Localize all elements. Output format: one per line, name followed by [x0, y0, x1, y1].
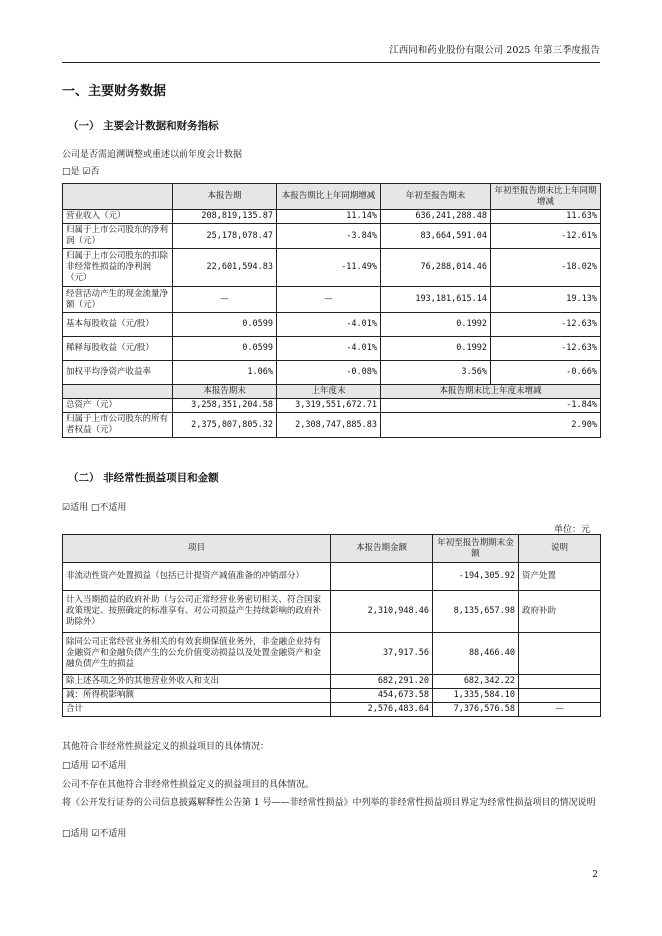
- table-row: [63, 563, 601, 591]
- value-cell: 454,673.58: [331, 689, 433, 703]
- table-row: [63, 591, 601, 633]
- value-cell: 2,375,807,805.32: [173, 413, 277, 438]
- value-cell: 11.14%: [277, 210, 381, 224]
- table-header-row: [63, 535, 601, 563]
- value-cell: 682,291.20: [331, 675, 433, 689]
- restate-options: □是 ☑否: [62, 167, 100, 177]
- value-cell: 682,342.22: [433, 675, 519, 689]
- header-cell: 年初至报告期期末金额: [433, 535, 519, 563]
- table-row: [63, 287, 601, 313]
- row-label: 营业收入（元）: [63, 210, 173, 224]
- row-label: 总资产（元）: [63, 399, 173, 413]
- value-cell: 8,135,657.98: [433, 591, 519, 633]
- table-subheader-row: [63, 385, 601, 399]
- value-cell: 3,258,351,204.58: [173, 399, 277, 413]
- value-cell: 3,319,551,672.71: [277, 399, 381, 413]
- header-cell: 年初至报告期末比上年同期增减: [491, 184, 601, 210]
- value-cell: —: [277, 287, 381, 313]
- value-cell: 2,576,483.64: [331, 703, 433, 717]
- table-row: [63, 689, 601, 703]
- row-label: 经营活动产生的现金流量净额（元）: [63, 287, 173, 313]
- reclassification-options: □适用 ☑不适用: [62, 829, 127, 839]
- value-cell: -0.08%: [277, 361, 381, 385]
- value-cell: 3.56%: [381, 361, 491, 385]
- table-row-total: [63, 703, 601, 717]
- value-cell: -18.02%: [491, 249, 601, 287]
- row-label: 归属于上市公司股东的所有者权益（元）: [63, 413, 173, 438]
- reclassification-question: 将《公开发行证券的公司信息披露解释性公告第 1 号——非经常性损益》中列举的非经常性损益项目界定为经常性损益项目的情况说明: [62, 798, 596, 808]
- value-cell: 2.90%: [381, 413, 601, 438]
- value-cell: -11.49%: [277, 249, 381, 287]
- header-cell: 本报告期末: [173, 385, 277, 399]
- table-row: [63, 224, 601, 249]
- other-items-options: □适用 ☑不适用: [62, 761, 127, 771]
- header-cell: [63, 385, 173, 399]
- header-cell: 年初至报告期末: [381, 184, 491, 210]
- nonrecurring-items-table: [62, 534, 601, 717]
- other-items-question: 其他符合非经常性损益定义的损益项目的具体情况：: [62, 742, 270, 752]
- value-cell: 1,335,584.10: [433, 689, 519, 703]
- row-label: 稀释每股收益（元/股）: [63, 337, 173, 361]
- item-cell: 除上述各项之外的其他营业外收入和支出: [63, 675, 331, 689]
- header-cell: 说明: [519, 535, 601, 563]
- item-cell: 减：所得税影响额: [63, 689, 331, 703]
- row-label: 归属于上市公司股东的扣除非经常性损益的净利润（元）: [63, 249, 173, 287]
- table-row: [63, 413, 601, 438]
- value-cell: 22,601,594.83: [173, 249, 277, 287]
- item-cell: 除同公司正常经营业务相关的有效套期保值业务外，非金融企业持有金融资产和金融负债产生的公允价值变动损益以及处置金融资产和金融负债产生的损益: [63, 633, 331, 675]
- value-cell: 2,308,747,885.83: [277, 413, 381, 438]
- financial-data-table: [62, 183, 601, 438]
- table-row: [63, 633, 601, 675]
- item-cell: 合计: [63, 703, 331, 717]
- subsection-title-nonrecurring: （二） 非经常性损益项目和金额: [68, 472, 219, 484]
- note-cell: —: [519, 703, 601, 717]
- item-cell: 计入当期损益的政府补助（与公司正常经营业务密切相关、符合国家政策规定、按照确定的标准享有、对公司损益产生持续影响的政府补助除外）: [63, 591, 331, 633]
- header-cell: 本报告期比上年同期增减: [277, 184, 381, 210]
- page-header: [62, 44, 600, 63]
- header-cell: [63, 184, 173, 210]
- other-items-statement: 公司不存在其他符合非经常性损益定义的损益项目的具体情况。: [62, 780, 315, 790]
- row-label: 基本每股收益（元/股）: [63, 313, 173, 337]
- value-cell: -12.63%: [491, 337, 601, 361]
- table-row: [63, 361, 601, 385]
- value-cell: 37,917.56: [331, 633, 433, 675]
- table-header-row: [63, 184, 601, 210]
- table-row: [63, 399, 601, 413]
- note-cell: [519, 633, 601, 675]
- value-cell: [331, 563, 433, 591]
- table-row: [63, 249, 601, 287]
- value-cell: -3.84%: [277, 224, 381, 249]
- header-cell: 本报告期: [173, 184, 277, 210]
- value-cell: -4.01%: [277, 337, 381, 361]
- value-cell: -12.61%: [491, 224, 601, 249]
- value-cell: —: [173, 287, 277, 313]
- note-cell: 政府补助: [519, 591, 601, 633]
- value-cell: 7,376,576.58: [433, 703, 519, 717]
- header-cell: 项目: [63, 535, 331, 563]
- value-cell: 0.0599: [173, 313, 277, 337]
- restate-question: 公司是否需追溯调整或重述以前年度会计数据: [62, 150, 243, 160]
- value-cell: 76,288,014.46: [381, 249, 491, 287]
- table-row: [63, 675, 601, 689]
- header-cell: 本报告期金额: [331, 535, 433, 563]
- section-title-financial-data: 一、主要财务数据: [62, 84, 167, 99]
- value-cell: -194,305.92: [433, 563, 519, 591]
- value-cell: 2,310,948.46: [331, 591, 433, 633]
- table-row: [63, 210, 601, 224]
- value-cell: 19.13%: [491, 287, 601, 313]
- item-cell: 非流动性资产处置损益（包括已计提资产减值准备的冲销部分）: [63, 563, 331, 591]
- value-cell: -12.63%: [491, 313, 601, 337]
- table-row: [63, 313, 601, 337]
- row-label: 归属于上市公司股东的净利润（元）: [63, 224, 173, 249]
- value-cell: 0.1992: [381, 313, 491, 337]
- table-row: [63, 337, 601, 361]
- value-cell: 636,241,288.48: [381, 210, 491, 224]
- note-cell: 资产处置: [519, 563, 601, 591]
- value-cell: -0.66%: [491, 361, 601, 385]
- value-cell: 193,181,615.14: [381, 287, 491, 313]
- value-cell: 88,466.40: [433, 633, 519, 675]
- subsection-title-accounting-data: （一） 主要会计数据和财务指标: [68, 120, 219, 132]
- value-cell: 208,819,135.87: [173, 210, 277, 224]
- value-cell: -1.84%: [381, 399, 601, 413]
- applicable-options: ☑适用 □不适用: [62, 503, 127, 513]
- value-cell: -4.01%: [277, 313, 381, 337]
- value-cell: 1.06%: [173, 361, 277, 385]
- unit-label: 单位：元: [553, 525, 590, 535]
- note-cell: [519, 675, 601, 689]
- page-number: 2: [592, 870, 598, 880]
- header-cell: 本报告期末比上年度末增减: [381, 385, 601, 399]
- row-label: 加权平均净资产收益率: [63, 361, 173, 385]
- value-cell: 0.0599: [173, 337, 277, 361]
- header-cell: 上年度末: [277, 385, 381, 399]
- report-title: 江西同和药业股份有限公司 2025 年第三季度报告: [389, 45, 600, 56]
- note-cell: [519, 689, 601, 703]
- value-cell: 25,178,078.47: [173, 224, 277, 249]
- value-cell: 11.63%: [491, 210, 601, 224]
- value-cell: 83,664,591.04: [381, 224, 491, 249]
- value-cell: 0.1992: [381, 337, 491, 361]
